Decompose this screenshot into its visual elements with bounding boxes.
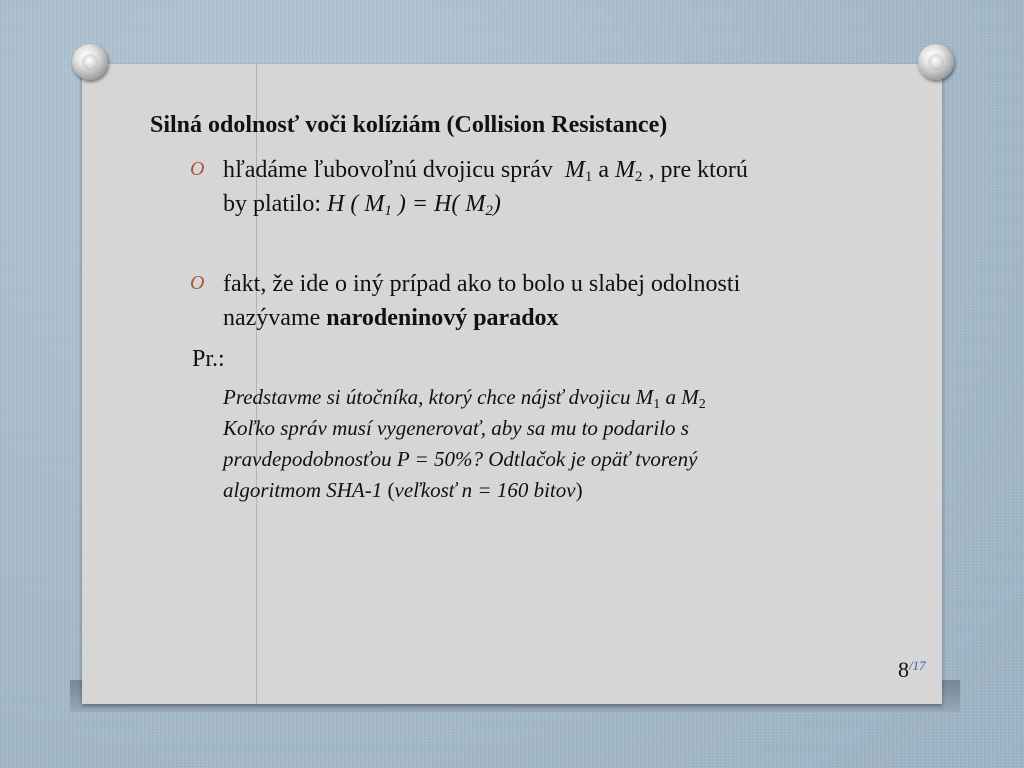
example-label: Pr.:: [192, 346, 225, 372]
pushpin-icon-right: [918, 44, 954, 80]
bullet-2-line-1: fakt, že ide o iný prípad ako to bolo u slabej odolnosti: [223, 271, 741, 297]
bullet-2-line-2: nazývame narodeninový paradox: [223, 305, 559, 331]
bullet-marker-2: O: [190, 272, 205, 294]
example-line-4: algoritmom SHA-1 (veľkosť n = 160 bitov): [223, 478, 583, 502]
example-line-1: Predstavme si útočníka, ktorý chce nájsť dvojicu $M_1$ a $M_2$: [223, 385, 706, 412]
bold-term: narodeninový paradox: [326, 305, 559, 331]
slide-heading: Silná odolnosť voči kolíziám (Collision Resistance): [150, 112, 668, 138]
bullet-1-line-2: by platilo: H ( $M_1$ ) = H( $M_2$): [223, 191, 501, 219]
example-line-2: Koľko správ musí vygenerovať, aby sa mu to podarilo s: [223, 416, 689, 440]
bullet-marker-1: O: [190, 158, 205, 180]
example-line-3: pravdepodobnosťou P = 50%? Odtlačok je opäť tvorený: [223, 447, 698, 471]
page-number: $8^{/17}$: [898, 657, 926, 682]
pushpin-icon-left: [72, 44, 108, 80]
bullet-1-line-1: hľadáme ľubovoľnú dvojicu správ $M_1$ a $M_2$ , pre ktorú: [223, 157, 748, 185]
